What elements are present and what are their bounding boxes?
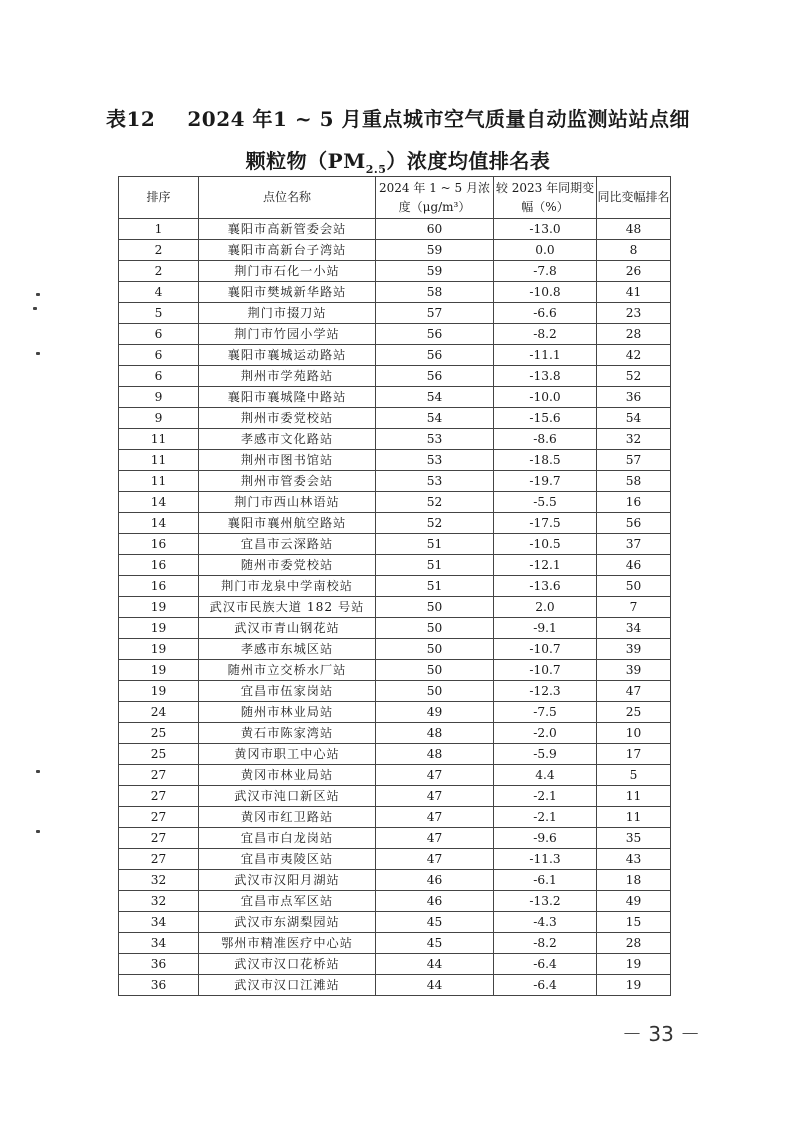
cell-change: -12.3 (494, 681, 597, 702)
cell-rank: 36 (119, 954, 199, 975)
cell-rank: 25 (119, 723, 199, 744)
cell-concentration: 47 (376, 807, 494, 828)
scan-mark (36, 830, 40, 833)
cell-change: -10.7 (494, 660, 597, 681)
table-row (119, 282, 671, 303)
cell-rank: 14 (119, 492, 199, 513)
cell-change: -6.4 (494, 975, 597, 996)
header-concentration: 2024 年 1 ~ 5 月浓度（μg/m³） (376, 177, 494, 219)
cell-change: -13.2 (494, 891, 597, 912)
cell-change: -5.9 (494, 744, 597, 765)
cell-change-rank: 46 (597, 555, 671, 576)
cell-concentration: 52 (376, 492, 494, 513)
table-row (119, 870, 671, 891)
cell-change: -9.6 (494, 828, 597, 849)
table-row (119, 660, 671, 681)
cell-concentration: 53 (376, 471, 494, 492)
cell-change-rank: 52 (597, 366, 671, 387)
cell-change: -2.1 (494, 807, 597, 828)
cell-rank: 11 (119, 429, 199, 450)
table-row (119, 450, 671, 471)
cell-rank: 5 (119, 303, 199, 324)
cell-site-name: 武汉市民族大道 182 号站 (199, 597, 376, 618)
cell-rank: 1 (119, 219, 199, 240)
table-row (119, 891, 671, 912)
cell-rank: 11 (119, 471, 199, 492)
cell-change-rank: 28 (597, 324, 671, 345)
table-row (119, 219, 671, 240)
cell-site-name: 武汉市青山钢花站 (199, 618, 376, 639)
cell-concentration: 48 (376, 723, 494, 744)
cell-site-name: 襄阳市高新管委会站 (199, 219, 376, 240)
cell-rank: 19 (119, 618, 199, 639)
cell-rank: 34 (119, 933, 199, 954)
table-title-line2 (0, 145, 796, 176)
cell-concentration: 56 (376, 366, 494, 387)
cell-site-name: 襄阳市襄州航空路站 (199, 513, 376, 534)
cell-rank: 6 (119, 324, 199, 345)
cell-change: -8.2 (494, 324, 597, 345)
table-title (0, 103, 796, 132)
table-row (119, 576, 671, 597)
table-row (119, 744, 671, 765)
cell-change-rank: 15 (597, 912, 671, 933)
table-row (119, 618, 671, 639)
cell-concentration: 50 (376, 660, 494, 681)
cell-site-name: 荆门市石化一小站 (199, 261, 376, 282)
cell-change-rank: 7 (597, 597, 671, 618)
cell-change-rank: 35 (597, 828, 671, 849)
cell-change-rank: 42 (597, 345, 671, 366)
cell-site-name: 襄阳市樊城新华路站 (199, 282, 376, 303)
cell-concentration: 44 (376, 954, 494, 975)
cell-rank: 11 (119, 450, 199, 471)
cell-concentration: 59 (376, 261, 494, 282)
cell-change-rank: 17 (597, 744, 671, 765)
cell-site-name: 宜昌市云深路站 (199, 534, 376, 555)
cell-site-name: 孝感市文化路站 (199, 429, 376, 450)
cell-change: 2.0 (494, 597, 597, 618)
cell-change: 0.0 (494, 240, 597, 261)
table-body (119, 219, 671, 996)
cell-concentration: 50 (376, 681, 494, 702)
cell-site-name: 随州市立交桥水厂站 (199, 660, 376, 681)
cell-change-rank: 28 (597, 933, 671, 954)
cell-concentration: 59 (376, 240, 494, 261)
cell-change: -15.6 (494, 408, 597, 429)
cell-concentration: 50 (376, 618, 494, 639)
table-row (119, 639, 671, 660)
cell-change: 4.4 (494, 765, 597, 786)
cell-change: -8.2 (494, 933, 597, 954)
cell-change-rank: 8 (597, 240, 671, 261)
cell-site-name: 襄阳市襄城隆中路站 (199, 387, 376, 408)
cell-site-name: 黄冈市红卫路站 (199, 807, 376, 828)
cell-concentration: 47 (376, 849, 494, 870)
cell-change-rank: 37 (597, 534, 671, 555)
cell-site-name: 荆门市西山林语站 (199, 492, 376, 513)
cell-change: -11.1 (494, 345, 597, 366)
title-line2-subscript: 2.5 (365, 163, 387, 176)
cell-site-name: 孝感市东城区站 (199, 639, 376, 660)
cell-rank: 6 (119, 366, 199, 387)
cell-site-name: 荆门市龙泉中学南校站 (199, 576, 376, 597)
cell-site-name: 黄冈市林业局站 (199, 765, 376, 786)
table-row (119, 366, 671, 387)
table-row (119, 471, 671, 492)
cell-concentration: 53 (376, 450, 494, 471)
table-row (119, 933, 671, 954)
cell-concentration: 51 (376, 576, 494, 597)
cell-concentration: 58 (376, 282, 494, 303)
cell-site-name: 黄冈市职工中心站 (199, 744, 376, 765)
cell-change-rank: 36 (597, 387, 671, 408)
cell-rank: 19 (119, 639, 199, 660)
cell-rank: 2 (119, 240, 199, 261)
cell-concentration: 56 (376, 324, 494, 345)
cell-site-name: 随州市委党校站 (199, 555, 376, 576)
scan-mark (36, 770, 40, 773)
cell-change: -18.5 (494, 450, 597, 471)
cell-change-rank: 19 (597, 975, 671, 996)
cell-concentration: 54 (376, 408, 494, 429)
cell-change-rank: 50 (597, 576, 671, 597)
cell-change-rank: 16 (597, 492, 671, 513)
cell-rank: 27 (119, 828, 199, 849)
table-row (119, 324, 671, 345)
cell-rank: 16 (119, 555, 199, 576)
cell-change-rank: 18 (597, 870, 671, 891)
cell-change-rank: 49 (597, 891, 671, 912)
cell-change-rank: 19 (597, 954, 671, 975)
cell-change: -6.4 (494, 954, 597, 975)
table-row (119, 555, 671, 576)
cell-rank: 32 (119, 870, 199, 891)
cell-concentration: 60 (376, 219, 494, 240)
table-row (119, 240, 671, 261)
table-row (119, 597, 671, 618)
cell-site-name: 荆州市图书馆站 (199, 450, 376, 471)
cell-change-rank: 54 (597, 408, 671, 429)
table-row (119, 387, 671, 408)
table-row (119, 912, 671, 933)
cell-change-rank: 47 (597, 681, 671, 702)
table-row (119, 303, 671, 324)
cell-site-name: 黄石市陈家湾站 (199, 723, 376, 744)
cell-concentration: 50 (376, 639, 494, 660)
cell-concentration: 47 (376, 765, 494, 786)
cell-change: -6.1 (494, 870, 597, 891)
cell-rank: 36 (119, 975, 199, 996)
cell-change-rank: 39 (597, 639, 671, 660)
table-row (119, 513, 671, 534)
cell-change-rank: 43 (597, 849, 671, 870)
table-row (119, 975, 671, 996)
cell-rank: 32 (119, 891, 199, 912)
header-change-rank: 同比变幅排名 (597, 177, 671, 219)
cell-site-name: 荆州市学苑路站 (199, 366, 376, 387)
cell-concentration: 45 (376, 933, 494, 954)
cell-change-rank: 32 (597, 429, 671, 450)
table-title-line1: 2024 年1 ~ 5 月重点城市空气质量自动监测站站点细 (187, 107, 690, 131)
cell-change-rank: 56 (597, 513, 671, 534)
cell-change-rank: 58 (597, 471, 671, 492)
cell-concentration: 47 (376, 786, 494, 807)
title-line2-prefix: 颗粒物（PM (245, 149, 366, 173)
cell-site-name: 武汉市汉口江滩站 (199, 975, 376, 996)
cell-site-name: 荆州市委党校站 (199, 408, 376, 429)
cell-site-name: 宜昌市夷陵区站 (199, 849, 376, 870)
scan-mark (36, 352, 40, 355)
cell-change-rank: 11 (597, 786, 671, 807)
cell-change: -13.8 (494, 366, 597, 387)
cell-change: -6.6 (494, 303, 597, 324)
cell-change: -10.7 (494, 639, 597, 660)
cell-concentration: 52 (376, 513, 494, 534)
cell-change: -13.6 (494, 576, 597, 597)
cell-change: -12.1 (494, 555, 597, 576)
cell-concentration: 46 (376, 891, 494, 912)
table-row (119, 828, 671, 849)
table-row (119, 408, 671, 429)
cell-concentration: 51 (376, 555, 494, 576)
cell-change: -8.6 (494, 429, 597, 450)
cell-change-rank: 57 (597, 450, 671, 471)
cell-concentration: 44 (376, 975, 494, 996)
cell-change: -19.7 (494, 471, 597, 492)
table-row (119, 534, 671, 555)
table-number: 表12 (106, 107, 156, 131)
cell-concentration: 54 (376, 387, 494, 408)
cell-rank: 19 (119, 681, 199, 702)
cell-change: -7.8 (494, 261, 597, 282)
cell-concentration: 50 (376, 597, 494, 618)
cell-rank: 4 (119, 282, 199, 303)
ranking-table (118, 176, 671, 996)
cell-rank: 27 (119, 849, 199, 870)
cell-rank: 14 (119, 513, 199, 534)
cell-rank: 27 (119, 765, 199, 786)
cell-site-name: 襄阳市襄城运动路站 (199, 345, 376, 366)
table-row (119, 681, 671, 702)
cell-concentration: 46 (376, 870, 494, 891)
cell-change: -2.1 (494, 786, 597, 807)
table-row (119, 723, 671, 744)
header-rank: 排序 (119, 177, 199, 219)
cell-rank: 9 (119, 408, 199, 429)
cell-change: -10.8 (494, 282, 597, 303)
cell-change: -5.5 (494, 492, 597, 513)
cell-change: -9.1 (494, 618, 597, 639)
cell-site-name: 武汉市汉口花桥站 (199, 954, 376, 975)
cell-change: -17.5 (494, 513, 597, 534)
header-site-name: 点位名称 (199, 177, 376, 219)
cell-change: -2.0 (494, 723, 597, 744)
cell-concentration: 45 (376, 912, 494, 933)
page-number: － 33 － (622, 1022, 701, 1046)
cell-change-rank: 39 (597, 660, 671, 681)
cell-change-rank: 10 (597, 723, 671, 744)
cell-change: -4.3 (494, 912, 597, 933)
cell-site-name: 宜昌市白龙岗站 (199, 828, 376, 849)
table-row (119, 807, 671, 828)
cell-site-name: 襄阳市高新台子湾站 (199, 240, 376, 261)
scan-mark (33, 307, 37, 310)
cell-change-rank: 41 (597, 282, 671, 303)
cell-change-rank: 26 (597, 261, 671, 282)
header-change: 较 2023 年同期变幅（%） (494, 177, 597, 219)
cell-change-rank: 34 (597, 618, 671, 639)
table-row (119, 345, 671, 366)
cell-concentration: 53 (376, 429, 494, 450)
cell-rank: 24 (119, 702, 199, 723)
cell-change-rank: 23 (597, 303, 671, 324)
cell-site-name: 宜昌市伍家岗站 (199, 681, 376, 702)
table-row (119, 261, 671, 282)
cell-concentration: 47 (376, 828, 494, 849)
cell-site-name: 荆州市管委会站 (199, 471, 376, 492)
cell-rank: 25 (119, 744, 199, 765)
cell-change: -13.0 (494, 219, 597, 240)
cell-change: -7.5 (494, 702, 597, 723)
cell-concentration: 48 (376, 744, 494, 765)
table-row (119, 954, 671, 975)
table-row (119, 786, 671, 807)
cell-concentration: 56 (376, 345, 494, 366)
table-row (119, 429, 671, 450)
cell-rank: 19 (119, 660, 199, 681)
cell-site-name: 宜昌市点军区站 (199, 891, 376, 912)
table-row (119, 765, 671, 786)
cell-rank: 19 (119, 597, 199, 618)
cell-site-name: 荆门市掇刀站 (199, 303, 376, 324)
cell-site-name: 鄂州市精准医疗中心站 (199, 933, 376, 954)
table-row (119, 492, 671, 513)
cell-change-rank: 25 (597, 702, 671, 723)
cell-rank: 34 (119, 912, 199, 933)
cell-site-name: 武汉市沌口新区站 (199, 786, 376, 807)
title-line2-suffix: ）浓度均值排名表 (386, 149, 551, 173)
cell-site-name: 武汉市汉阳月湖站 (199, 870, 376, 891)
cell-concentration: 51 (376, 534, 494, 555)
cell-rank: 9 (119, 387, 199, 408)
cell-change-rank: 48 (597, 219, 671, 240)
cell-change: -11.3 (494, 849, 597, 870)
cell-change-rank: 5 (597, 765, 671, 786)
cell-site-name: 武汉市东湖梨园站 (199, 912, 376, 933)
cell-change: -10.5 (494, 534, 597, 555)
cell-change: -10.0 (494, 387, 597, 408)
cell-change-rank: 11 (597, 807, 671, 828)
scan-mark (36, 293, 40, 296)
cell-rank: 2 (119, 261, 199, 282)
table-row (119, 849, 671, 870)
cell-site-name: 随州市林业局站 (199, 702, 376, 723)
cell-rank: 27 (119, 807, 199, 828)
cell-rank: 16 (119, 576, 199, 597)
cell-site-name: 荆门市竹园小学站 (199, 324, 376, 345)
cell-concentration: 49 (376, 702, 494, 723)
cell-rank: 6 (119, 345, 199, 366)
cell-rank: 16 (119, 534, 199, 555)
cell-concentration: 57 (376, 303, 494, 324)
cell-rank: 27 (119, 786, 199, 807)
table-row (119, 702, 671, 723)
table-header-row (119, 177, 671, 219)
